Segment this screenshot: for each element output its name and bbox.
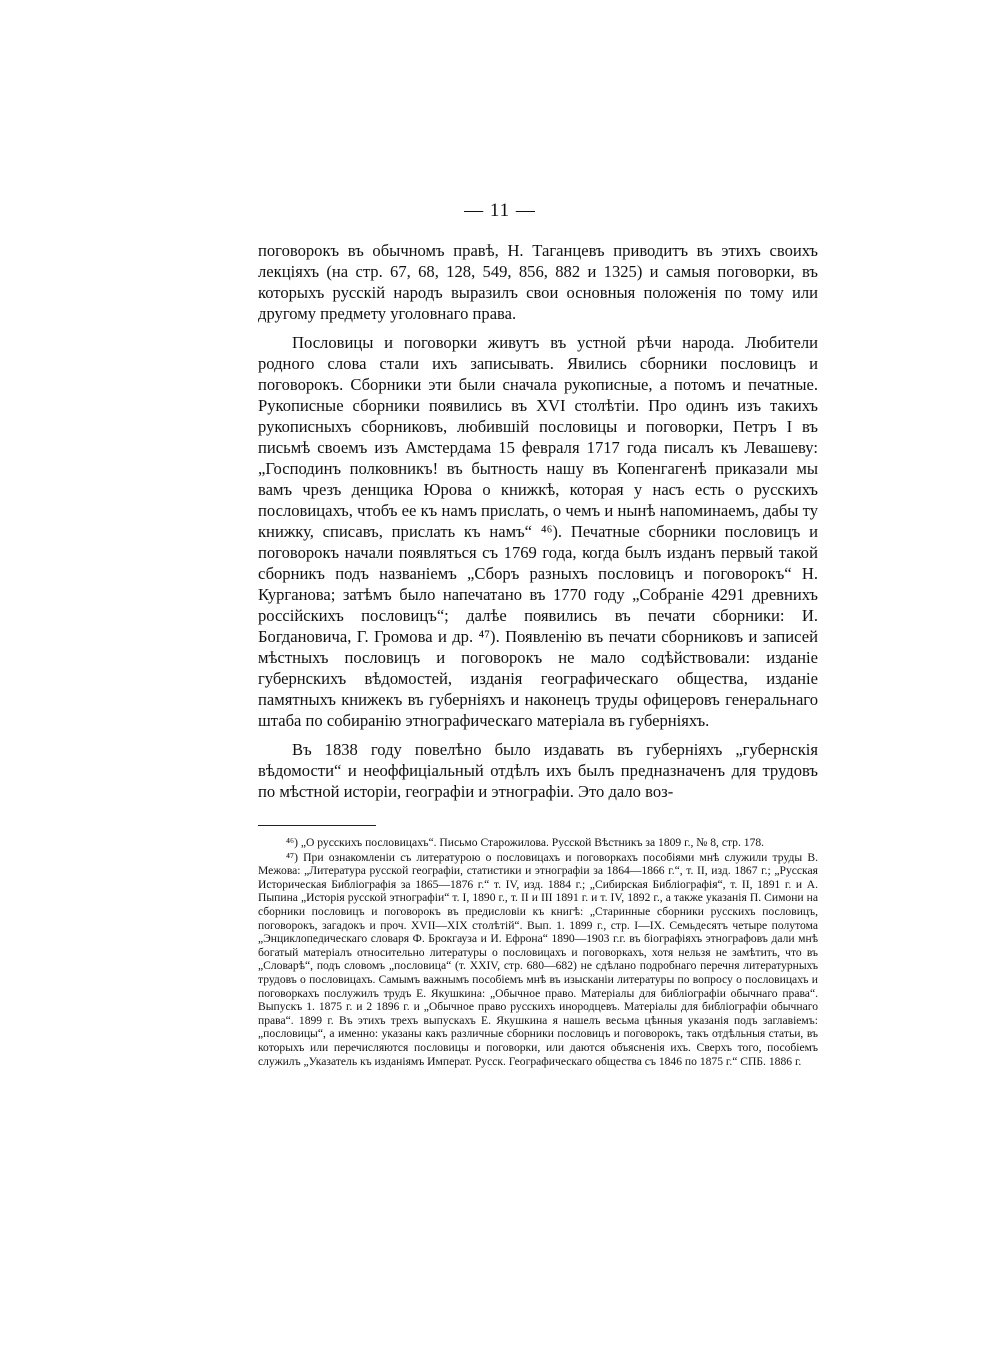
footnote-divider xyxy=(258,825,376,826)
footnote-46: ⁴⁶) „О русскихъ пословицахъ“. Письмо Старожилова. Русской Вѣстникъ за 1809 г., № 8, стр. 178. xyxy=(286,836,765,849)
paragraph-proverbs-collections: Пословицы и поговорки живутъ въ устной рѣчи народа. Любители родного слова стали ихъ записывать. Явились сборники пословицъ и поговорокъ. Сборники эти были сначала рукописные, а потомъ и печатные. Рукописные сборники появились въ XVI столѣтіи. Про одинъ изъ такихъ рукописныхъ сборниковъ, любившій пословицы и поговорки, Петръ I въ письмѣ своемъ изъ Амстердама 15 февраля 1717 года писалъ къ Левашеву: „Господинъ полковникъ! въ бытность нашу въ Копенгагенѣ приказали мы вамъ чрезъ денщика Юрова о книжкѣ, которая у насъ есть о русскихъ пословицахъ, чтобъ ее къ намъ прислать, о чемъ и нынѣ напоминаемъ, дабы ту книжку, списавъ, прислать къ намъ“ ⁴⁶). Печатные сборники пословицъ и поговорокъ начали появляться съ 1769 года, когда былъ изданъ первый такой сборникъ подъ названіемъ „Сборъ разныхъ пословицъ и поговорокъ“ Н. Курганова; затѣмъ было напечатано въ 1770 году „Собраніе 4291 древнихъ россійскихъ пословицъ“; далѣе появились въ печати сборники: И. Богдановича, Г. Громова и др. ⁴⁷). Появленію въ печати сборниковъ и записей мѣстныхъ пословицъ и поговорокъ не мало содѣйствовали: изданіе губернскихъ вѣдомостей, изданія географическаго общества, изданіе памятныхъ книжекъ въ губерніяхъ и наконецъ труды офицеровъ генеральнаго штаба по собиранію этнографическаго матеріала въ губерніяхъ. xyxy=(258,333,818,730)
page-number: — 11 — xyxy=(464,200,536,221)
footnotes xyxy=(258,836,818,1069)
paragraph-gubernia-vedomosti: Въ 1838 году повелѣно было издавать въ губерніяхъ „губернскія вѣдомости“ и неоффиціальный отдѣлъ ихъ былъ предназначенъ для трудовъ по мѣстной исторіи, географіи и этнографіи. Это дало воз- xyxy=(258,740,818,801)
footnote-47: ⁴⁷) При ознакомленіи съ литературою о пословицахъ и поговоркахъ пособіями мнѣ служили труды В. Межова: „Литература русской географіи, статистики и этнографіи за 1864—1866 г.“, т. II, изд. 1867 г.; „Русская Историческая Библіографія за 1865—1876 г.“ т. IV, изд. 1884 г.; „Сибирская Библіографія“, т. II, 1891 г. и А. Пыпина „Исторія русской этнографіи“ т. I, 1890 г., т. II и III 1891 г. и т. IV, 1892 г., а также указанія П. Симони на сборники пословицъ и поговорокъ въ предисловіи къ книгѣ: „Старинные сборники русскихъ пословицъ, поговорокъ, загадокъ и проч. XVII—XIX столѣтій“. Вып. 1. 1899 г., стр. I—IX. Семьдесятъ четыре полутома „Энциклопедическаго словаря Ф. Брокгауза и И. Ефрона“ 1890—1903 г.г. въ біографіяхъ этнографовъ дали мнѣ богатый матеріалъ относительно литературы о пословицахъ и поговоркахъ, хотя нельзя не замѣтить, что въ „Словарѣ“, подъ словомъ „пословица“ (т. XXIV, стр. 680—682) не сдѣлано подробнаго перечня литературныхъ трудовъ о пословицахъ. Самымъ важнымъ пособіемъ мнѣ въ изысканіи литературы по вопросу о пословицахъ и поговоркахъ послужилъ трудъ Е. Якушкина: „Обычное право. Матеріалы для библіографіи обычнаго права“. Выпускъ 1. 1875 г. и 2 1896 г. и „Обычное право русскихъ инородцевъ. Матеріалы для библіографіи обычнаго права“. 1899 г. Въ этихъ трехъ выпускахъ Е. Якушкина я нашелъ весьма цѣнныя указанія подъ заглавіемъ: „пословицы“, а именно: указаны какъ различные сборники пословицъ и поговорокъ, такъ отдѣльныя статьи, въ которыхъ или перечисляются пословицы и поговорки, или даются объясненія ихъ. Сверхъ того, пособіемъ служилъ „Указатель къ изданіямъ Императ. Русск. Географическаго общества съ 1846 по 1875 г.“ СПБ. 1886 г. xyxy=(258,850,818,1068)
main-text xyxy=(258,240,818,810)
paragraph-continued: поговорокъ въ обычномъ правѣ, Н. Таганцевъ приводитъ въ этихъ своихъ лекціяхъ (на стр. 67, 68, 128, 549, 856, 882 и 1325) и самыя поговорки, въ которыхъ русскій народъ выразилъ свои основныя положенія по тому или другому предмету уголовнаго права. xyxy=(258,241,818,323)
